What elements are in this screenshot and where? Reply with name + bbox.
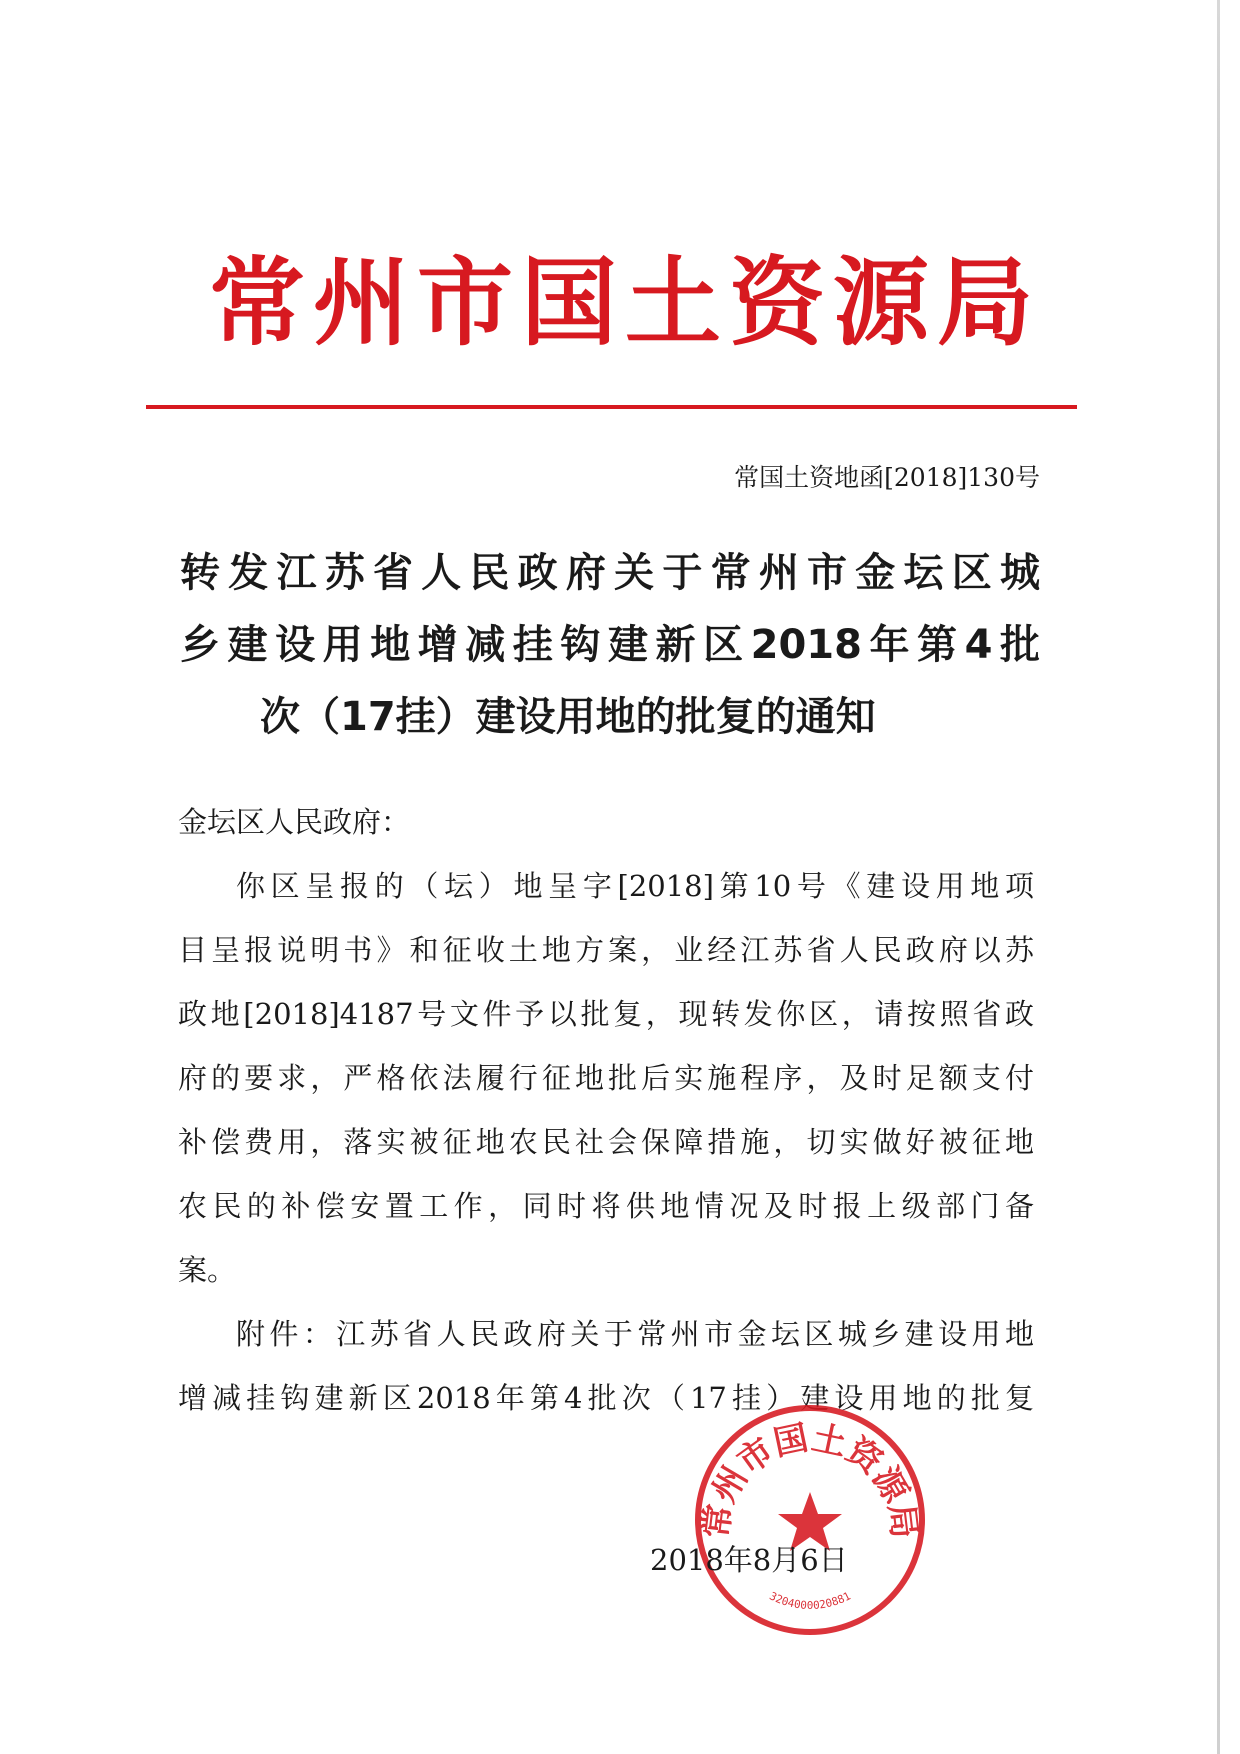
official-seal bbox=[690, 1400, 930, 1640]
attachment-line-2: 增减挂钩建新区2018年第4批次（17挂）建设用地的批复 bbox=[178, 1381, 1034, 1415]
scan-edge bbox=[1217, 0, 1220, 1754]
body-line-3: 政地[2018]4187号文件予以批复，现转发你区，请按照省政 bbox=[178, 997, 1034, 1031]
title-line-3: 次（17挂）建设用地的批复的通知 bbox=[260, 694, 876, 740]
body-line-7: 案。 bbox=[178, 1253, 237, 1287]
seal-serial: 3204000020881 bbox=[767, 1589, 853, 1612]
salutation: 金坛区人民政府： bbox=[178, 805, 411, 839]
title-line-1: 转发江苏省人民政府关于常州市金坛区城 bbox=[180, 550, 1040, 596]
letterhead-red-rule bbox=[146, 405, 1077, 409]
attachment-line-1: 附件：江苏省人民政府关于常州市金坛区城乡建设用地 bbox=[236, 1317, 1034, 1351]
body-line-1: 你区呈报的（坛）地呈字[2018]第10号《建设用地项 bbox=[236, 869, 1034, 903]
body-line-5: 补偿费用，落实被征地农民社会保障措施，切实做好被征地 bbox=[178, 1125, 1034, 1159]
letterhead-issuer: 常州市国土资源局 bbox=[209, 247, 1041, 359]
document-body bbox=[178, 790, 1034, 1430]
seal-arc-text: 常州市国土资源局 bbox=[695, 1417, 925, 1541]
title-line-2: 乡建设用地增减挂钩建新区2018年第4批 bbox=[180, 622, 1040, 668]
body-line-2: 目呈报说明书》和征收土地方案，业经江苏省人民政府以苏 bbox=[178, 933, 1034, 967]
body-line-4: 府的要求，严格依法履行征地批后实施程序，及时足额支付 bbox=[178, 1061, 1034, 1095]
document-number: 常国土资地函[2018]130号 bbox=[734, 463, 1040, 492]
body-line-6: 农民的补偿安置工作，同时将供地情况及时报上级部门备 bbox=[178, 1189, 1034, 1223]
document-date: 2018年8月6日 bbox=[650, 1543, 848, 1577]
document-title bbox=[180, 537, 1040, 753]
